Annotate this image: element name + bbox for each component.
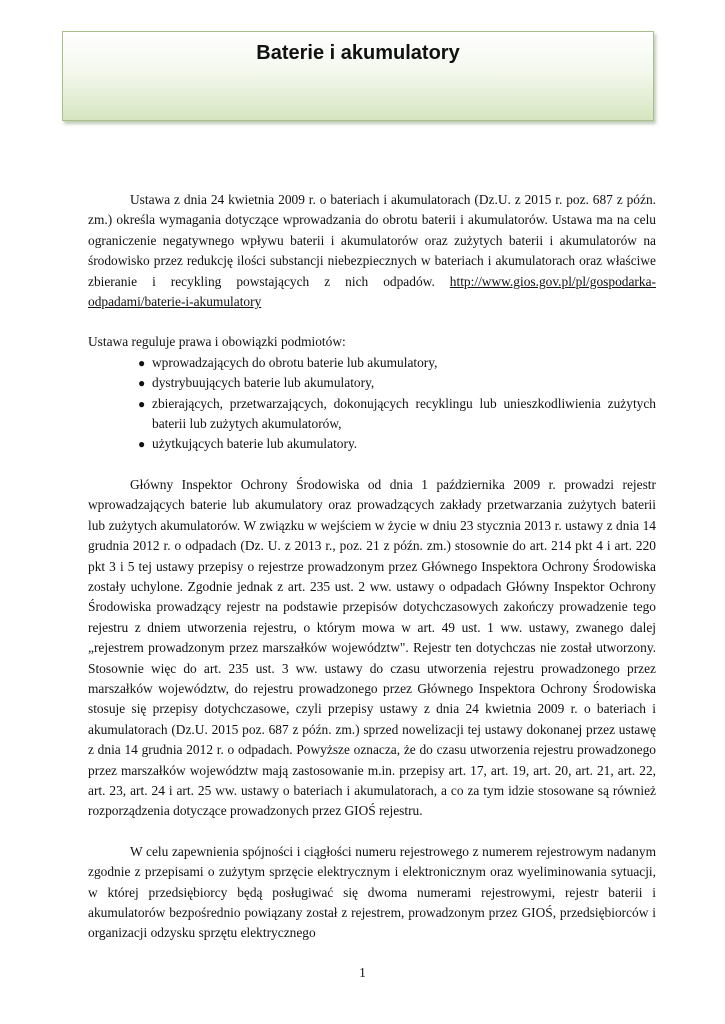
spacer bbox=[88, 822, 656, 842]
title-banner bbox=[62, 31, 654, 121]
list-item bbox=[88, 373, 656, 393]
spacer bbox=[88, 312, 656, 332]
list-item-text: wprowadzających do obrotu baterie lub akumulatory, bbox=[152, 354, 438, 370]
list-item-text: użytkujących baterie lub akumulatory. bbox=[152, 436, 358, 452]
registry-paragraph: Główny Inspektor Ochrony Środowiska od dnia 1 października 2009 r. prowadzi rejestr wprowadzających baterie lub akumulatory oraz prowadzących zakłady przetwarzania zużytych baterii lub zużytych akumulatorów. W związku w wejściem w życie w dniu 23 stycznia 2013 r. ustawy z dnia 14 grudnia 2012 r. o odpadach (Dz. U. z 2013 r., poz. 21 z późn. zm.) stosownie do art. 214 pkt 4 i art. 220 pkt 3 i 5 tej ustawy przepisy o rejestrze prowadzonym przez Głównego Inspektora Ochrony Środowiska zostały uchylone. Zgodnie jednak z art. 235 ust. 2 ww. ustawy o odpadach Główny Inspektor Ochrony Środowiska prowadzący rejestr na podstawie przepisów dotychczasowych zakończy prowadzenie tego rejestru z dniem utworzenia rejestru, o którym mowa w art. 49 ust. 1 ww. ustawy, zwanego dalej „rejestrem prowadzonym przez marszałków województw". Rejestr ten dotychczas nie został utworzony. Stosownie więc do art. 235 ust. 3 ww. ustawy do czasu utworzenia rejestru prowadzonego przez marszałków województw, do rejestru prowadzonego przez Głównego Inspektora Ochrony Środowiska stosuje się przepisy dotychczasowe, czyli przepisy ustawy z dnia 24 kwietnia 2009 r. o bateriach i akumulatorach (Dz.U. 2015 poz. 687 z późn. zm.) sprzed nowelizacji tej ustawy dokonanej przez ustawę z dnia 14 grudnia 2012 r. o odpadach. Powyższe oznacza, że do czasu utworzenia rejestru prowadzonego przez marszałków województw mają zastosowanie m.in. przepisy art. 17, art. 19, art. 20, art. 21, art. 22, art. 23, art. 24 i art. 25 ww. ustawy o bateriach i akumulatorach, a co za tym idzie stosowane są również rozporządzenia dotyczące prowadzonych przez GIOŚ rejestru. bbox=[88, 476, 656, 819]
continuity-paragraph: W celu zapewnienia spójności i ciągłości numeru rejestrowego z numerem rejestrowym nadanym zgodnie z przepisami o zużytym sprzęcie elektrycznym i elektronicznym oraz wyeliminowania sytuacji, w której przedsiębiorcy będą posługiwać się dwoma numerami rejestrowymi, rejestr baterii i akumulatorów bezpośrednio powiązany został z rejestrem, prowadzonym przez GIOŚ, przedsiębiorców i organizacji odzysku sprzętu elektrycznego bbox=[88, 843, 656, 941]
list-item-text: zbierających, przetwarzających, dokonujących recyklingu lub unieszkodliwienia zużytych baterii lub zużytych akumulatorów, bbox=[152, 395, 656, 432]
bullet-icon: ● bbox=[138, 396, 146, 411]
intro-paragraph bbox=[88, 190, 656, 312]
page-number: 1 bbox=[359, 965, 366, 980]
bullet-icon: ● bbox=[138, 437, 146, 452]
list-item-text: dystrybuujących baterie lub akumulatory, bbox=[152, 375, 375, 391]
list-item bbox=[88, 353, 656, 373]
bullet-icon: ● bbox=[138, 376, 146, 391]
list-item bbox=[88, 434, 656, 454]
list-item bbox=[88, 394, 656, 435]
gios-link[interactable]: http://www.gios.gov.pl/pl/gospodarka-odpadami/baterie-i-akumulatory bbox=[88, 273, 656, 310]
subjects-list bbox=[88, 353, 656, 455]
intro-text: Ustawa z dnia 24 kwietnia 2009 r. o bateriach i akumulatorach (Dz.U. z 2015 r. poz. 687 z późn. zm.) określa wymagania dotyczące wprowadzania do obrotu baterii i akumulatorów. Ustawa ma na celu ograniczenie negatywnego wpływu baterii i akumulatorów oraz zużytych baterii i akumulatorów na środowisko przez redukcję ilości substancji niebezpiecznych w bateriach i akumulatorach oraz właściwe zbieranie i recykling powstających z nich odpadów. bbox=[88, 192, 656, 289]
document-body bbox=[88, 190, 656, 944]
subjects-heading: Ustawa reguluje prawa i obowiązki podmiotów: bbox=[88, 334, 346, 350]
bullet-icon: ● bbox=[138, 355, 146, 370]
spacer bbox=[88, 455, 656, 475]
page-title: Baterie i akumulatory bbox=[256, 42, 460, 64]
